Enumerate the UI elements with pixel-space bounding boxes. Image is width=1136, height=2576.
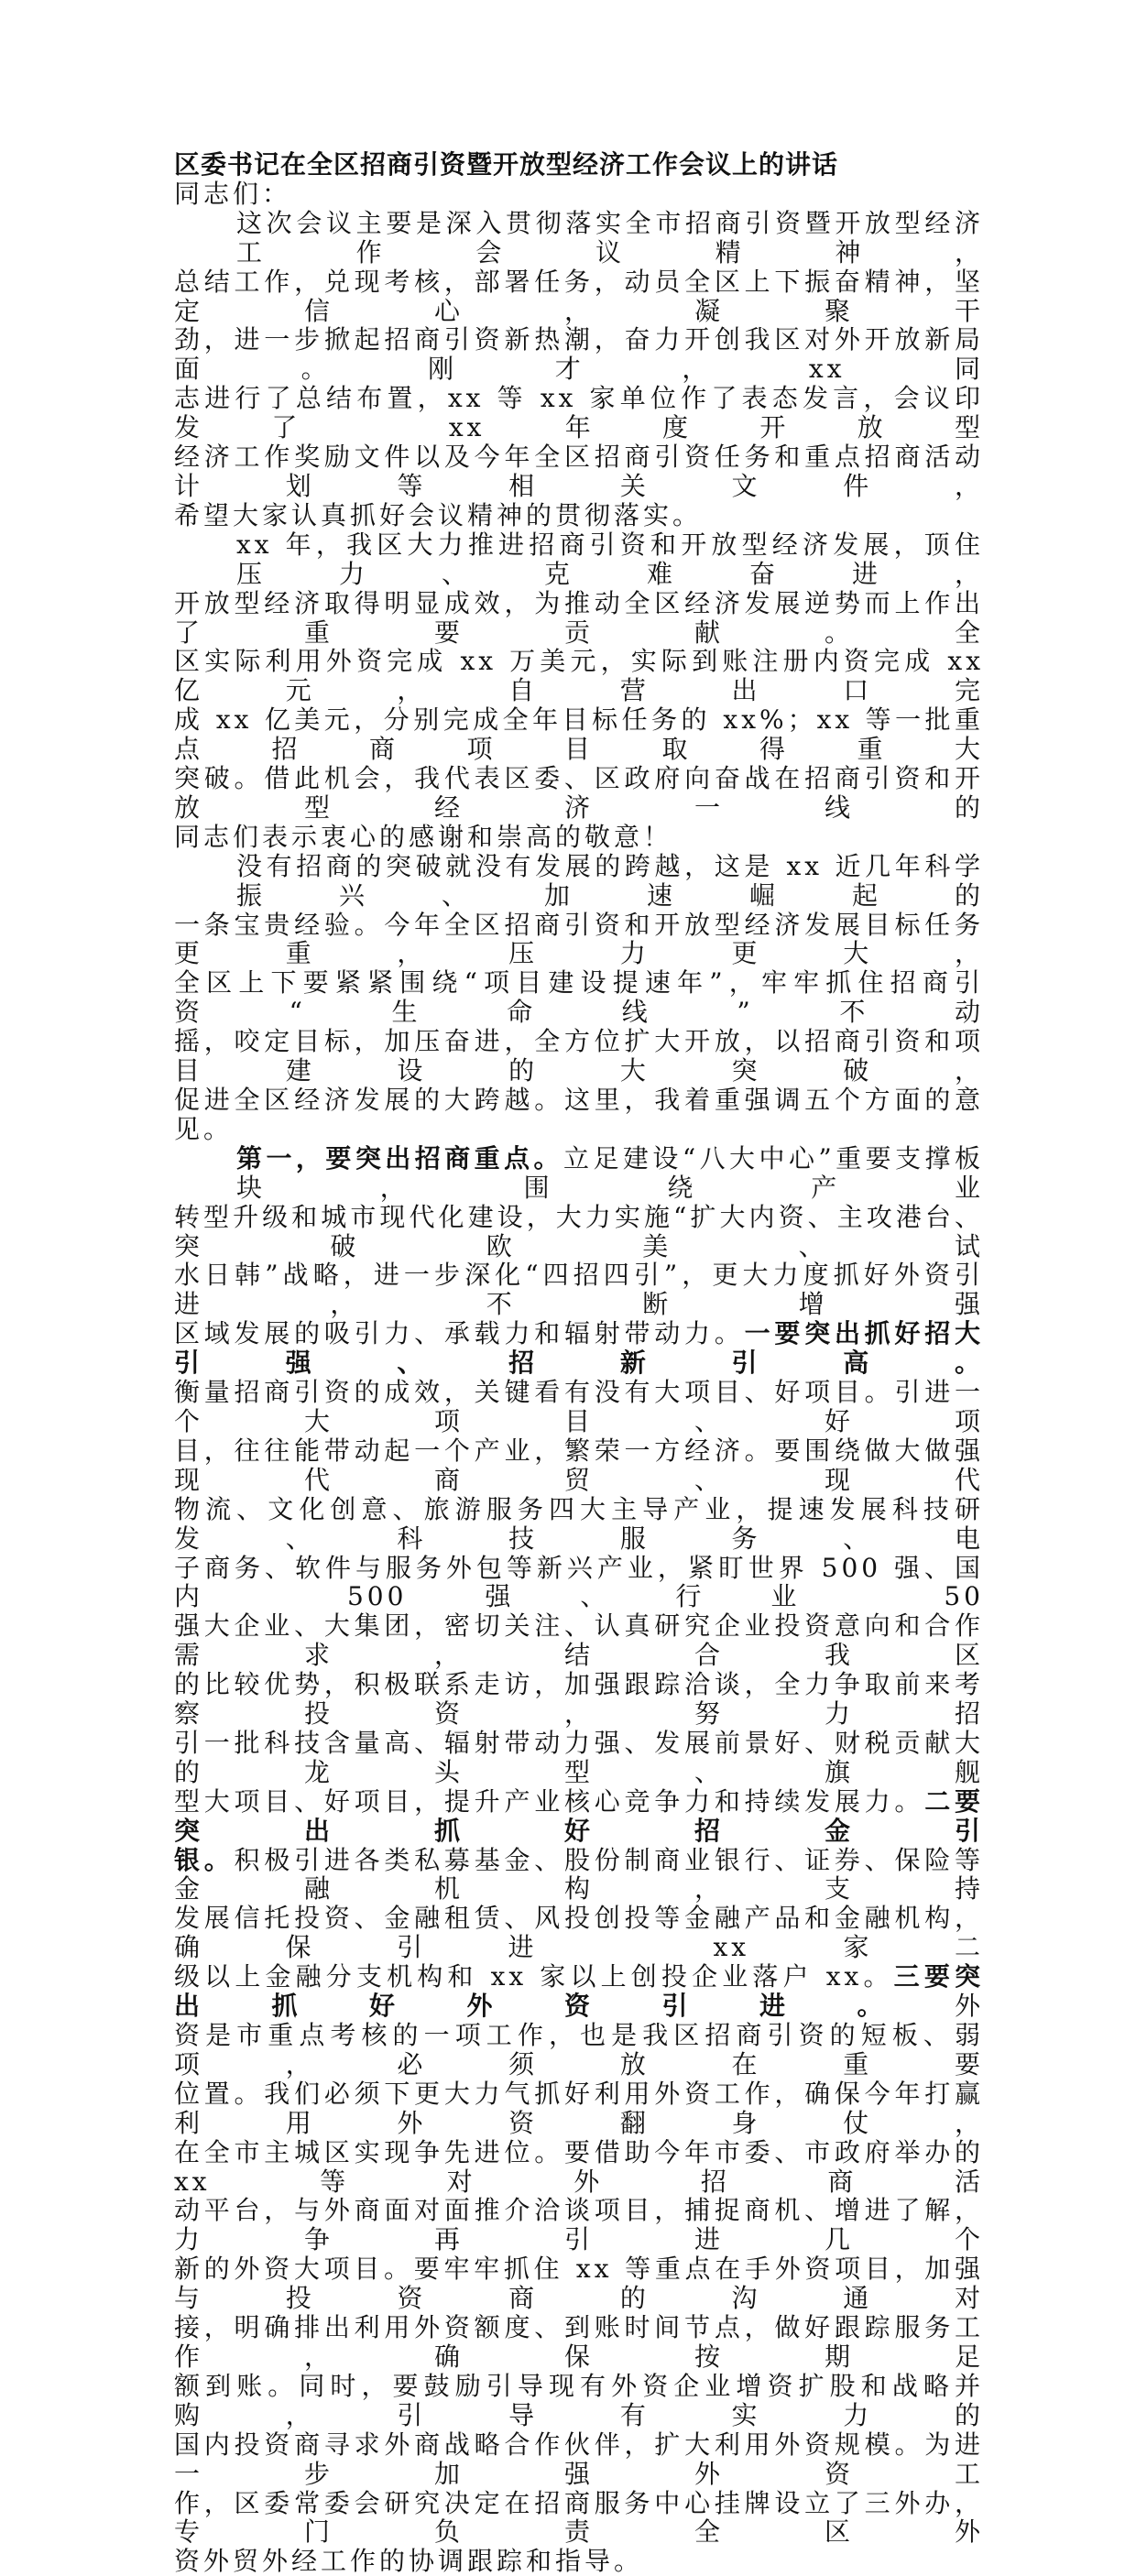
- text-line: [174, 325, 984, 384]
- text-run: 积极引进各类私募基金、股份制商业银行、证券、保险等金融机构，支持: [174, 1844, 984, 1905]
- bold-heading-run: 银。: [174, 1844, 235, 1875]
- text-run: 强大企业、大集团，密切关注、认真研究企业投资意向和合作需求，结合我区: [174, 1610, 984, 1671]
- text-run: 开放型经济取得明显成效，为推动全区经济发展逆势而上作出了重要贡献。全: [174, 587, 984, 648]
- text-run: 级以上金融分支机构和 xx 家以上创投企业落户 xx。: [174, 1961, 894, 1992]
- text-line: [174, 823, 984, 852]
- text-run: 水日韩”战略，进一步深化“四招四引”，更大力度抓好外资引进，不断增强: [174, 1260, 984, 1320]
- text-line: [174, 2430, 984, 2489]
- text-run: 的比较优势，积极联系走访，加强跟踪洽谈，全力争取前来考察投资，努力招: [174, 1669, 984, 1730]
- text-run: 立足建设“八大中心”重要支撑板块，围绕产业: [236, 1142, 984, 1203]
- text-run: 位置。我们必须下更大力气抓好利用外资工作，确保今年打赢利用外资翻身仗，: [174, 2078, 984, 2138]
- text-run: 新的外资大项目。要牢牢抓住 xx 等重点在手外资项目，加强与投资商的沟通对: [174, 2254, 984, 2314]
- text-line: [174, 267, 984, 326]
- text-line: [174, 2196, 984, 2254]
- text-line: [174, 2489, 984, 2548]
- text-run: 引一批科技含量高、辐射带动力强、发展前景好、财税贡献大的龙头型、旗舰: [174, 1727, 984, 1787]
- salutation: 同志们：: [174, 178, 292, 209]
- text-run: 希望大家认真抓好会议精神的贯彻落实。: [174, 499, 703, 530]
- paragraph: [174, 209, 984, 530]
- text-line: [174, 1787, 984, 1846]
- text-line: [174, 647, 984, 705]
- text-line: [174, 2138, 984, 2197]
- text-run: 经济工作奖励文件以及今年全区招商引资任务和重点招商活动计划等相关文件，: [174, 442, 984, 501]
- text-run: 在全市主城区实现争先进位。要借助今年市委、市政府举办的 xx 等对外招商活: [174, 2136, 984, 2197]
- bold-heading-run: 第一，要突出招商重点。: [236, 1142, 563, 1173]
- text-line: [174, 968, 984, 1027]
- paragraph: [174, 852, 984, 1144]
- bold-heading-run: 一要突出抓好招大引强、招新引高。: [174, 1318, 984, 1379]
- text-line: [174, 911, 984, 969]
- text-run: 转型升级和城市现代化建设，大力实施“扩大内资、主攻港台、突破欧美、试: [174, 1201, 984, 1261]
- text-line: [174, 705, 984, 764]
- text-run: 区域发展的吸引力、承载力和辐射带动力。: [174, 1318, 745, 1349]
- text-line: [174, 1319, 984, 1378]
- text-line: [174, 1203, 984, 1261]
- text-run: 总结工作，兑现考核，部署任务，动员全区上下振奋精神，坚定信心，凝聚干: [174, 266, 984, 326]
- text-line: [174, 2021, 984, 2079]
- bold-heading-run: 二要突出抓好招金引: [174, 1785, 984, 1846]
- text-line: [174, 1261, 984, 1319]
- text-line: [174, 589, 984, 648]
- text-run: 作，区委常委会研究决定在招商服务中心挂牌设立了三外办，专门负责全区外: [174, 2487, 984, 2548]
- text-run: 动平台，与外商面对面推介洽谈项目，捕捉商机、增进了解，力争再引进几个: [174, 2195, 984, 2255]
- text-line: [174, 1670, 984, 1729]
- document-title: 区委书记在全区招商引资暨开放型经济工作会议上的讲话: [174, 149, 839, 180]
- text-line: [174, 1554, 984, 1612]
- text-run: 促进全区经济发展的大跨越。这里，我着重强调五个方面的意见。: [174, 1085, 984, 1144]
- paragraphs: [174, 209, 984, 2576]
- text-run: 成 xx 亿美元，分别完成全年目标任务的 xx%；xx 等一批重点招商项目取得重大: [174, 704, 984, 765]
- text-line: [174, 501, 984, 530]
- text-line: [174, 530, 984, 589]
- text-line: [174, 1904, 984, 1962]
- text-run: 国内投资商寻求外商战略合作伙伴，扩大利用外资规模。为进一步加强外资工: [174, 2429, 984, 2489]
- text-run: 额到账。同时，要鼓励引导现有外资企业增资扩股和战略并购，引导有实力的: [174, 2370, 984, 2430]
- text-line: [174, 2313, 984, 2372]
- text-run: 型大项目、好项目，提升产业核心竞争力和持续发展力。: [174, 1785, 925, 1817]
- text-run: 区实际利用外资完成 xx 万美元，实际到账注册内资完成 xx 亿元，自营出口完: [174, 646, 984, 706]
- document-body: [174, 150, 984, 2576]
- text-line: [174, 384, 984, 442]
- text-run: 衡量招商引资的成效，关键看有没有大项目、好项目。引进一个大项目、好项: [174, 1377, 984, 1436]
- text-line: [174, 1611, 984, 1670]
- text-run: 劲，进一步掀起招商引资新热潮，奋力开创我区对外开放新局面。刚才，xx 同: [174, 324, 984, 385]
- text-line: [174, 2372, 984, 2430]
- text-line: [174, 1436, 984, 1495]
- text-run: 资外贸外经工作的协调跟踪和指导。: [174, 2546, 644, 2576]
- paragraph: [174, 1144, 984, 2576]
- text-run: 发展信托投资、金融租赁、风投创投等金融产品和金融机构，确保引进 xx 家二: [174, 1903, 984, 1963]
- text-run: 这次会议主要是深入贯彻落实全市招商引资暨开放型经济工作会议精神，: [236, 207, 984, 267]
- text-run: 外: [954, 1991, 984, 2022]
- text-line: [174, 1729, 984, 1787]
- text-line: [174, 442, 984, 501]
- text-line: [174, 1962, 984, 2021]
- text-run: 同志们表示衷心的感谢和崇高的敬意！: [174, 821, 673, 852]
- text-run: xx 年，我区大力推进招商引资和开放型经济发展，顶住压力、克难奋进，: [236, 529, 984, 589]
- text-line: [174, 2254, 984, 2313]
- text-run: 一条宝贵经验。今年全区招商引资和开放型经济发展目标任务更重，压力更大，: [174, 909, 984, 969]
- text-run: 子商务、软件与服务外包等新兴产业，紧盯世界 500 强、国内 500 强、行业 50: [174, 1552, 984, 1612]
- text-run: 接，明确排出利用外资额度、到账时间节点，做好跟踪服务工作，确保按期足: [174, 2312, 984, 2372]
- text-run: 全区上下要紧紧围绕“项目建设提速年”，牢牢抓住招商引资“生命线”不动: [174, 967, 984, 1028]
- text-line: [174, 1846, 984, 1905]
- paragraph: [174, 530, 984, 852]
- text-run: 目，往往能带动起一个产业，繁荣一方经济。要围绕做大做强现代商贸、现代: [174, 1435, 984, 1495]
- text-line: [174, 764, 984, 823]
- text-line: [174, 2079, 984, 2138]
- text-line: [174, 1495, 984, 1554]
- bold-heading-run: 三要突出抓好外资引进。: [174, 1961, 984, 2022]
- text-run: 物流、文化创意、旅游服务四大主导产业，提速发展科技研发、科技服务、电: [174, 1493, 984, 1554]
- text-line: [174, 1144, 984, 1203]
- text-line: [174, 1378, 984, 1436]
- text-run: 没有招商的突破就没有发展的跨越，这是 xx 近几年科学振兴、加速崛起的: [236, 850, 984, 911]
- text-line: [174, 1086, 984, 1144]
- text-line: [174, 852, 984, 911]
- text-line: [174, 209, 984, 267]
- text-run: 志进行了总结布置，xx 等 xx 家单位作了表态发言，会议印发了 xx 年度开放型: [174, 383, 984, 443]
- text-line: [174, 2547, 984, 2576]
- text-run: 资是市重点考核的一项工作，也是我区招商引资的短板、弱项，必须放在重要: [174, 2020, 984, 2079]
- text-run: 突破。借此机会，我代表区委、区政府向奋战在招商引资和开放型经济一线的: [174, 763, 984, 823]
- text-run: 摇，咬定目标，加压奋进，全方位扩大开放，以招商引资和项目建设的大突破，: [174, 1026, 984, 1086]
- text-line: [174, 1027, 984, 1086]
